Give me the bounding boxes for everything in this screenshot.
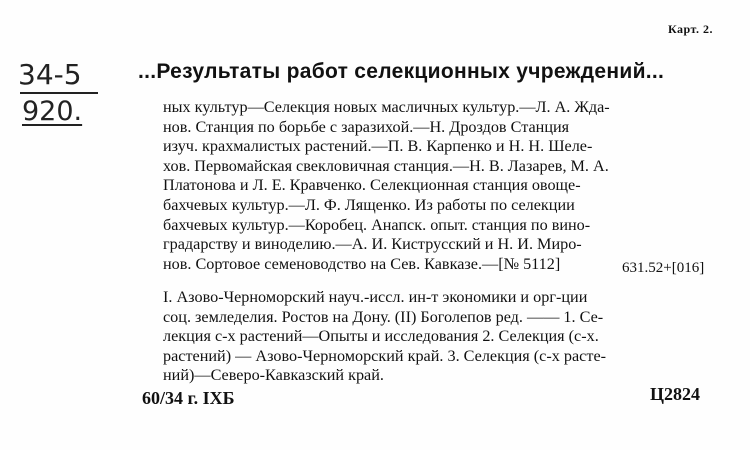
- contents-line: нов. Станция по борьбе с заразихой.—Н. Дроздов Станция: [163, 117, 570, 136]
- contents-line: бахчевых культур.—Коробец. Анапск. опыт. станция по вино-: [163, 215, 591, 234]
- card-footer-right: Ц2824: [650, 384, 701, 404]
- card-annotation: [163, 288, 735, 386]
- annotation-line: лекция с-х растений—Опыты и исследования 2. Селекция (с-х.: [163, 327, 599, 346]
- shelf-mark: 34-5: [18, 58, 82, 91]
- annotation-line: соц. земледелия. Ростов на Дону. (II) Боголепов ред. —— 1. Се-: [163, 307, 604, 326]
- card-contents: [163, 98, 735, 274]
- contents-line: изуч. крахмалистых растений.—П. В. Карпенко и Н. Н. Шеле-: [163, 137, 593, 156]
- shelf-divider: [20, 92, 98, 94]
- annotation-line: I. Азово-Черноморский науч.-иссл. ин-т экономики и орг-ции: [163, 288, 588, 306]
- contents-line: градарству и виноделию.—А. И. Киструсский и Н. И. Миро-: [163, 235, 582, 254]
- contents-line: ных культур—Селекция новых масличных культур.—Л. А. Жда-: [163, 98, 610, 116]
- contents-line: Платонова и Л. Е. Кравченко. Селекционная станция овоще-: [163, 176, 581, 195]
- card-corner-label: Карт. 2.: [668, 22, 714, 36]
- shelf-number: 920.: [22, 96, 83, 127]
- annotation-line: растений) — Азово-Черноморский край. 3. Селекция (с-х расте-: [163, 346, 607, 365]
- card-footer-left: 60/34 г. IXБ: [142, 388, 235, 408]
- contents-line: нов. Сортовое семеноводство на Сев. Кавказе.—[№ 5112]: [163, 254, 561, 273]
- annotation-line: ний)—Северо-Кавказский край.: [163, 366, 384, 385]
- contents-line: бахчевых культур.—Л. Ф. Лященко. Из работы по селекции: [163, 195, 575, 214]
- contents-line: хов. Первомайская свекловичная станция.—Н. В. Лазарев, М. А.: [163, 156, 609, 175]
- card-title: ...Результаты работ селекционных учреждений...: [138, 60, 665, 83]
- classification-code: 631.52+[016]: [622, 260, 705, 276]
